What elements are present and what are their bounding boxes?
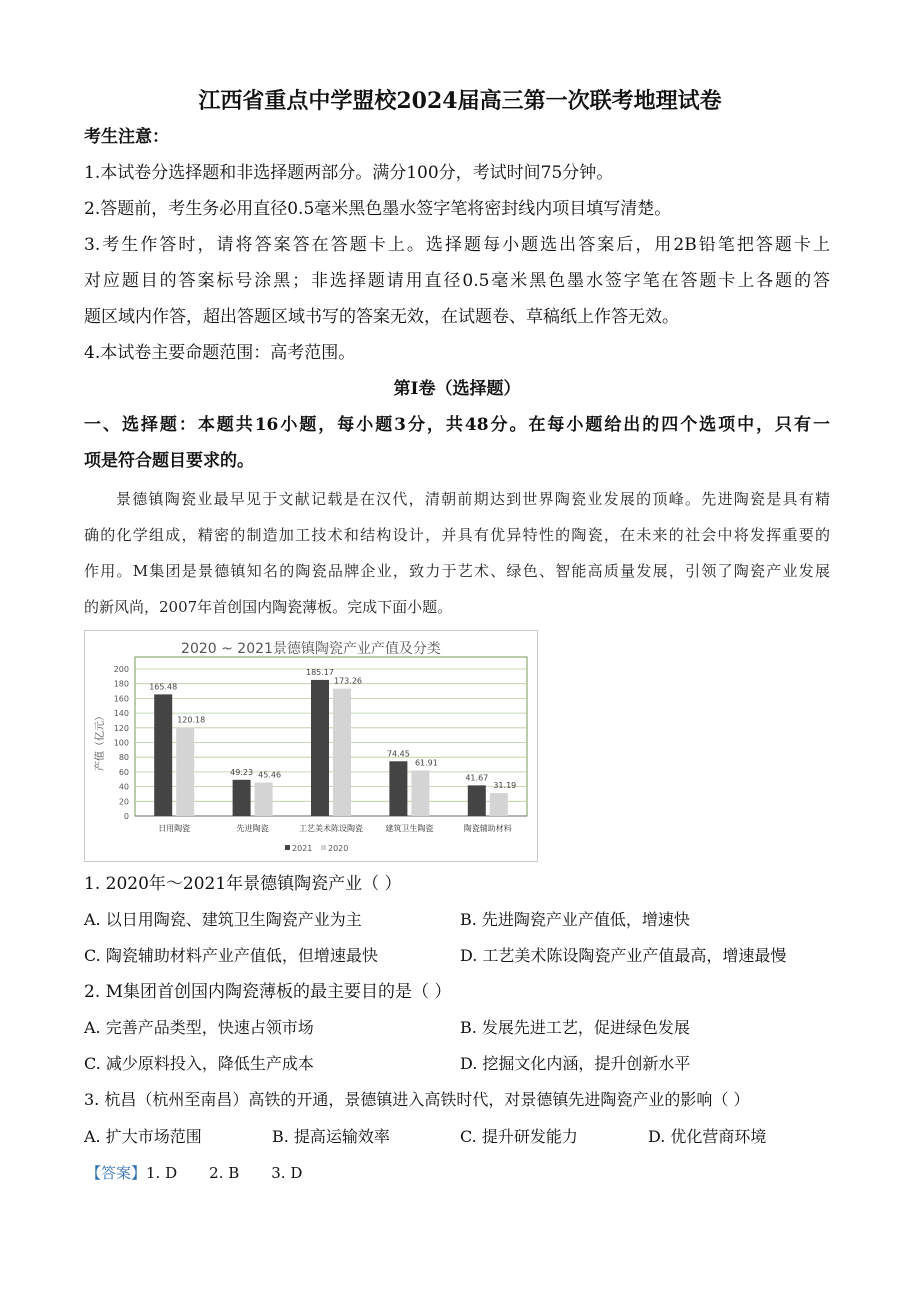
y-tick-label: 200 <box>113 665 129 674</box>
x-tick-label: 建筑卫生陶瓷 <box>385 824 434 833</box>
q1-option-b: B. 先进陶瓷产业产值低，增速快 <box>460 910 690 929</box>
question-3-stem: 3. 杭昌（杭州至南昌）高铁的开通，景德镇进入高铁时代，对景德镇先进陶瓷产业的影响（ ） <box>84 1090 750 1109</box>
bar-2021 <box>311 680 329 816</box>
y-tick-label: 120 <box>113 723 129 733</box>
question-1-stem: 1. 2020年～2021年景德镇陶瓷产业（ ） <box>84 874 402 894</box>
data-label: 31.19 <box>493 781 517 791</box>
q2-option-b: B. 发展先进工艺，促进绿色发展 <box>460 1018 690 1037</box>
legend-label: 2021 <box>292 844 313 853</box>
passage-line: 确的化学组成，精密的制造加工技术和结构设计，并具有优异特性的陶瓷，在未来的社会中将发挥重要的 <box>84 526 830 544</box>
page-title: 江西省重点中学盟校2024届高三第一次联考地理试卷 <box>198 88 722 114</box>
q3-option-b: B. 提高运输效率 <box>272 1127 390 1146</box>
bar-2020 <box>333 689 351 816</box>
notice-item: 1.本试卷分选择题和非选择题两部分。满分100分，考试时间75分钟。 <box>84 163 614 183</box>
legend-label: 2020 <box>328 844 349 853</box>
q3-option-c: C. 提升研发能力 <box>460 1127 578 1146</box>
bar-2020 <box>490 793 508 816</box>
data-label: 41.67 <box>465 773 489 783</box>
y-tick-label: 100 <box>113 738 129 748</box>
y-tick-label: 20 <box>118 797 129 807</box>
answer-line <box>86 1162 302 1184</box>
y-tick-label: 80 <box>118 753 129 763</box>
data-label: 185.17 <box>306 667 334 677</box>
passage-line: 景德镇陶瓷业最早见于文献记载是在汉代，清朝前期达到世界陶瓷业发展的顶峰。先进陶瓷是具有精 <box>116 490 830 508</box>
bar-chart <box>84 630 538 862</box>
notice-item: 4.本试卷主要命题范围：高考范围。 <box>84 343 356 363</box>
notice-item: 题区域内作答，超出答题区域书写的答案无效，在试题卷、草稿纸上作答无效。 <box>84 307 679 327</box>
notice-item: 对应题目的答案标号涂黑；非选择题请用直径0.5毫米黑色墨水签字笔在答题卡上各题的答 <box>84 271 830 291</box>
y-tick-label: 140 <box>113 709 129 719</box>
y-tick-label: 160 <box>113 694 129 704</box>
notice-item: 3.考生作答时，请将答案答在答题卡上。选择题每小题选出答案后，用2B铅笔把答题卡上 <box>84 235 830 255</box>
section-title: 第Ⅰ卷（选择题） <box>393 379 521 399</box>
bar-2020 <box>176 728 194 816</box>
data-label: 74.45 <box>386 749 410 759</box>
y-tick-label: 40 <box>118 782 129 792</box>
y-tick-label: 60 <box>118 767 129 777</box>
bar-2020 <box>255 783 273 816</box>
y-tick-label: 0 <box>123 812 129 821</box>
q3-option-a: A. 扩大市场范围 <box>84 1127 202 1146</box>
q1-option-d: D. 工艺美术陈设陶瓷产业产值最高，增速最慢 <box>460 946 787 965</box>
question-2-stem: 2. M集团首创国内陶瓷薄板的最主要目的是（ ） <box>84 982 452 1002</box>
x-tick-label: 陶瓷辅助材料 <box>463 824 512 833</box>
q2-option-c: C. 减少原料投入，降低生产成本 <box>84 1054 314 1073</box>
notice-heading: 考生注意： <box>84 127 169 147</box>
data-label: 165.48 <box>149 682 178 692</box>
data-label: 120.18 <box>177 715 206 725</box>
bar-2021 <box>154 694 172 816</box>
q1-option-c: C. 陶瓷辅助材料产业产值低，但增速最快 <box>84 946 378 965</box>
q1-option-a: A. 以日用陶瓷、建筑卫生陶瓷产业为主 <box>84 910 362 929</box>
data-label: 45.46 <box>258 770 282 780</box>
x-tick-label: 工艺美术陈设陶瓷 <box>299 824 363 833</box>
legend-swatch-2020 <box>321 845 326 850</box>
part-instructions: 项是符合题目要求的。 <box>84 451 254 471</box>
data-label: 49.23 <box>230 767 254 777</box>
answer-value: 1. D <box>146 1164 178 1182</box>
data-label: 173.26 <box>334 676 362 686</box>
part-instructions: 一、选择题：本题共16小题，每小题3分，共48分。在每小题给出的四个选项中，只有一 <box>84 415 830 435</box>
q2-option-a: A. 完善产品类型，快速占领市场 <box>84 1018 314 1037</box>
q3-option-d: D. 优化营商环境 <box>648 1127 767 1146</box>
x-tick-label: 先进陶瓷 <box>236 824 269 833</box>
answer-value: 3. D <box>271 1164 303 1182</box>
bar-2021 <box>233 780 251 816</box>
data-label: 61.91 <box>414 758 438 768</box>
chart-svg <box>85 631 537 861</box>
notice-item: 2.答题前，考生务必用直径0.5毫米黑色墨水签字笔将密封线内项目填写清楚。 <box>84 199 672 219</box>
bar-2020 <box>411 770 429 816</box>
chart-title: 2020 ~ 2021景德镇陶瓷产业产值及分类 <box>181 641 441 657</box>
passage-line: 作用。M集团是景德镇知名的陶瓷品牌企业，致力于艺术、绿色、智能高质量发展，引领了陶瓷产业发展 <box>84 562 830 580</box>
legend-swatch-2021 <box>285 845 290 850</box>
bar-2021 <box>389 761 407 816</box>
x-tick-label: 日用陶瓷 <box>158 824 191 833</box>
bar-2021 <box>468 785 486 816</box>
answer-label: 【答案】 <box>86 1164 147 1182</box>
passage-line: 的新风尚，2007年首创国内陶瓷薄板。完成下面小题。 <box>84 598 453 616</box>
y-tick-label: 180 <box>113 679 129 689</box>
q2-option-d: D. 挖掘文化内涵，提升创新水平 <box>460 1054 691 1073</box>
y-axis-label: 产值（亿元） <box>95 711 106 771</box>
answer-value: 2. B <box>209 1164 240 1182</box>
